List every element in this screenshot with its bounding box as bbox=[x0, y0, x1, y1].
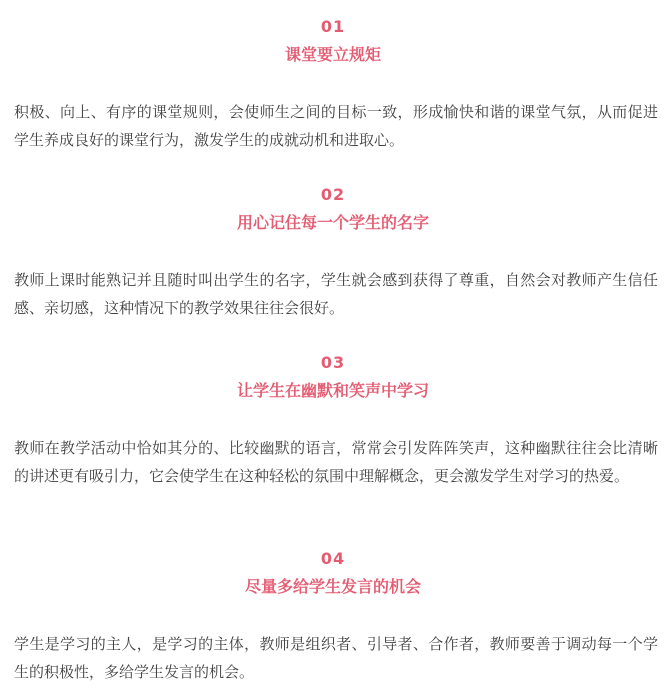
section-number: 03 bbox=[320, 353, 346, 372]
section-number: 02 bbox=[320, 185, 346, 204]
section-heading: 用心记住每一个学生的名字 bbox=[236, 213, 429, 232]
section-heading: 让学生在幽默和笑声中学习 bbox=[236, 381, 429, 400]
section-paragraph: 学生是学习的主人，是学习的主体，教师是组织者、引导者、合作者，教师要善于调动每一个学生的积极性，多给学生发言的机会。 bbox=[14, 635, 658, 681]
section-paragraph: 教师上课时能熟记并且随时叫出学生的名字，学生就会感到获得了尊重，自然会对教师产生信任感、亲切感，这种情况下的教学效果往往会很好。 bbox=[14, 271, 658, 317]
section-number: 04 bbox=[320, 549, 346, 568]
section-heading: 尽量多给学生发言的机会 bbox=[244, 577, 421, 596]
section-heading: 课堂要立规矩 bbox=[284, 45, 381, 64]
section-paragraph: 教师在教学活动中恰如其分的、比较幽默的语言，常常会引发阵阵笑声，这种幽默往往会比清晰的讲述更有吸引力，它会使学生在这种轻松的氛围中理解概念，更会激发学生对学习的热爱。 bbox=[14, 439, 658, 485]
section-number: 01 bbox=[320, 17, 346, 36]
section-paragraph: 积极、向上、有序的课堂规则，会使师生之间的目标一致，形成愉快和谐的课堂气氛，从而促进学生养成良好的课堂行为，激发学生的成就动机和进取心。 bbox=[14, 103, 658, 149]
